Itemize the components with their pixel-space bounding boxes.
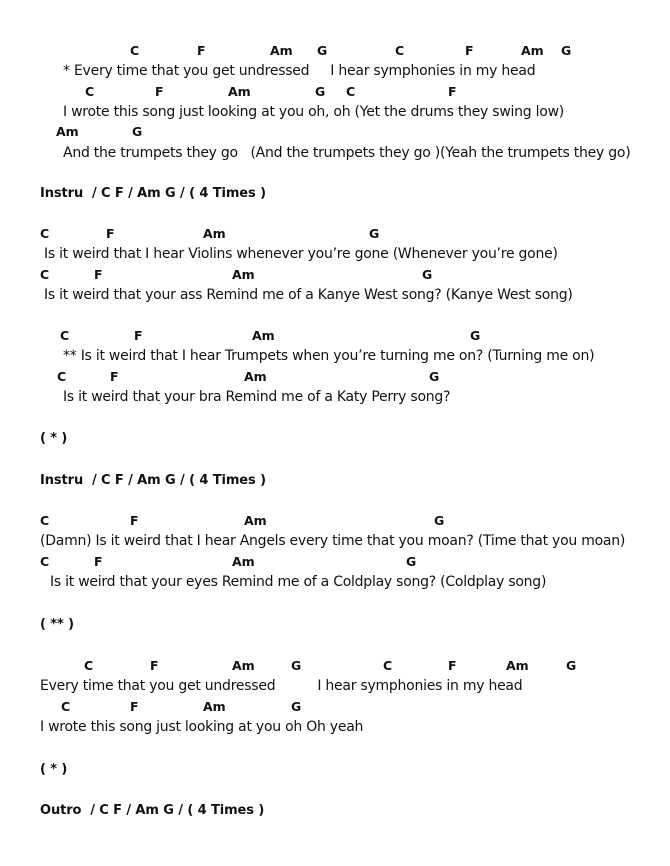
chord-label: Am xyxy=(203,226,226,241)
lyric-line: And the trumpets they go (And the trumpets they go )(Yeah the trumpets they go) xyxy=(63,145,631,161)
lyric-line: Is it weird that your ass Remind me of a Kanye West song? (Kanye West song) xyxy=(44,287,573,303)
chord-label: Am xyxy=(228,84,251,99)
chord-label: G xyxy=(315,84,326,99)
chord-label: C xyxy=(61,699,71,714)
chord-label: F xyxy=(155,84,164,99)
chord-label: C xyxy=(40,513,50,528)
chord-label: F xyxy=(134,328,143,343)
lyric-line: Is it weird that your bra Remind me of a Katy Perry song? xyxy=(63,389,451,405)
section-heading: ( * ) xyxy=(40,431,68,446)
chord-label: F xyxy=(110,369,119,384)
chord-label: G xyxy=(422,267,433,282)
chord-label: G xyxy=(291,699,302,714)
chord-label: C xyxy=(346,84,356,99)
chord-label: C xyxy=(40,554,50,569)
chord-label: G xyxy=(561,43,572,58)
chord-label: Am xyxy=(270,43,293,58)
chord-label: F xyxy=(197,43,206,58)
lyric-line: I wrote this song just looking at you oh, oh (Yet the drums they swing low) xyxy=(63,104,565,120)
chord-label: F xyxy=(130,699,139,714)
chord-label: C xyxy=(84,658,94,673)
chord-label: G xyxy=(369,226,380,241)
chord-label: F xyxy=(130,513,139,528)
chord-label: C xyxy=(40,267,50,282)
chord-label: C xyxy=(57,369,67,384)
chord-label: C xyxy=(383,658,393,673)
chord-label: F xyxy=(106,226,115,241)
section-heading: ( ** ) xyxy=(40,617,74,632)
chord-label: C xyxy=(395,43,405,58)
chord-label: Am xyxy=(203,699,226,714)
lyric-line: Is it weird that I hear Violins whenever you’re gone (Whenever you’re gone) xyxy=(44,246,558,262)
chord-label: G xyxy=(317,43,328,58)
chord-label: Am xyxy=(244,513,267,528)
chord-label: Am xyxy=(506,658,529,673)
chord-label: F xyxy=(465,43,474,58)
chord-label: C xyxy=(60,328,70,343)
chord-label: G xyxy=(406,554,417,569)
chord-label: G xyxy=(132,124,143,139)
chord-label: C xyxy=(130,43,140,58)
chord-label: F xyxy=(150,658,159,673)
section-heading: ( * ) xyxy=(40,762,68,777)
lyric-line: (Damn) Is it weird that I hear Angels every time that you moan? (Time that you moan) xyxy=(40,533,626,549)
lyric-line: I wrote this song just looking at you oh Oh yeah xyxy=(40,719,364,735)
chord-label: C xyxy=(85,84,95,99)
chord-label: F xyxy=(448,84,457,99)
section-heading: Outro / C F / Am G / ( 4 Times ) xyxy=(40,803,265,818)
lyric-line: ** Is it weird that I hear Trumpets when you’re turning me on? (Turning me on) xyxy=(63,348,595,364)
chord-label: Am xyxy=(232,658,255,673)
lyric-line: * Every time that you get undressed I hear symphonies in my head xyxy=(63,63,536,79)
chord-label: Am xyxy=(56,124,79,139)
chord-label: F xyxy=(448,658,457,673)
chord-label: G xyxy=(434,513,445,528)
lyric-line: Is it weird that your eyes Remind me of a Coldplay song? (Coldplay song) xyxy=(50,574,547,590)
chord-label: G xyxy=(566,658,577,673)
chord-label: F xyxy=(94,554,103,569)
chord-label: Am xyxy=(232,267,255,282)
chord-label: G xyxy=(470,328,481,343)
chord-label: Am xyxy=(232,554,255,569)
section-heading: Instru / C F / Am G / ( 4 Times ) xyxy=(40,473,266,488)
chord-label: G xyxy=(291,658,302,673)
lyric-line: Every time that you get undressed I hear symphonies in my head xyxy=(40,678,523,694)
chord-label: G xyxy=(429,369,440,384)
chord-label: C xyxy=(40,226,50,241)
chord-label: Am xyxy=(244,369,267,384)
chord-label: Am xyxy=(252,328,275,343)
chord-label: Am xyxy=(521,43,544,58)
section-heading: Instru / C F / Am G / ( 4 Times ) xyxy=(40,186,266,201)
chord-label: F xyxy=(94,267,103,282)
